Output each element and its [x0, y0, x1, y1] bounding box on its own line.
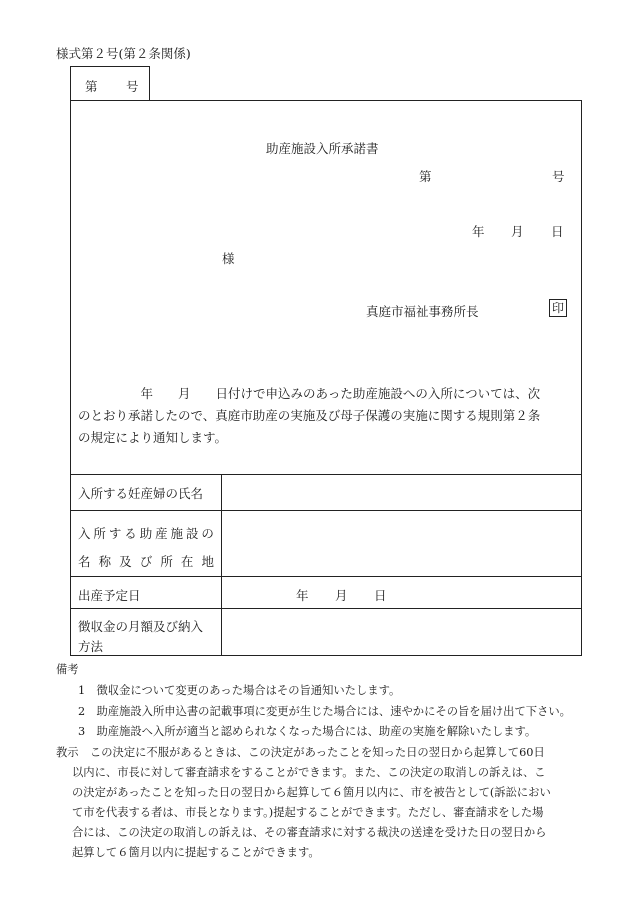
due-date-year: 年 [296, 588, 309, 603]
instruction-line: この決定に不服があるときは、この決定があったことを知った日の翌日から起算して60日 [89, 746, 545, 759]
due-date-day: 日 [374, 588, 387, 603]
row-label-due-date: 出産予定日 [78, 588, 141, 603]
issuer-name: 真庭市福祉事務所長 [366, 304, 479, 319]
recipient-suffix: 様 [222, 251, 235, 266]
table-row-rule [70, 608, 582, 609]
row-label-fee-line1: 徴収金の月額及び納入 [78, 619, 204, 634]
instruction-line: て市を代表する者は、市長となります。)提起することができます。ただし、審査請求をした場 [72, 806, 544, 819]
doc-number-go: 号 [552, 169, 565, 184]
row-label-name: 入所する妊産婦の氏名 [78, 486, 204, 501]
issue-date-year: 年 [472, 224, 485, 239]
instruction-line: 以内に、市長に対して審査請求をすることができます。また、この決定の取消しの訴えは、こ [72, 766, 546, 779]
notice-line: 年 月 日付けで申込みのあった助産施設への入所については、次 [78, 386, 541, 401]
instruction-heading: 教示 [56, 746, 79, 759]
form-number-label: 様式第２号(第２条関係) [56, 46, 191, 61]
remarks-item: 3 助産施設へ入所が適当と認められなくなった場合には、助産の実施を解除いたします。 [78, 725, 537, 738]
remarks-item: 1 徴収金について変更のあった場合はその旨通知いたします。 [78, 684, 401, 697]
notice-line: のとおり承諾したので、真庭市助産の実施及び母子保護の実施に関する規則第２条 [78, 408, 541, 423]
instruction-line: の決定があったことを知った日の翌日から起算して６箇月以内に、市を被告として(訴訟におい [72, 786, 551, 799]
instruction-line: 起算して６箇月以内に提起することができます。 [72, 846, 320, 859]
row-label-facility-line2: 名 称 及 び 所 在 地 [78, 554, 214, 569]
number-box-go: 号 [126, 79, 139, 94]
remarks-item: 2 助産施設入所申込書の記載事項に変更が生じた場合には、速やかにその旨を届け出て下さい。 [78, 705, 571, 718]
row-label-facility-line1: 入 所 す る 助 産 施 設 の [78, 526, 214, 541]
remarks-heading: 備考 [56, 663, 79, 676]
instruction-block [56, 743, 586, 863]
document-number-box [70, 66, 150, 100]
seal-mark: 印 [549, 299, 567, 317]
number-box-dai: 第 [85, 79, 98, 94]
row-label-fee-line2: 方法 [78, 639, 104, 654]
table-row-rule [70, 576, 582, 577]
issue-date-day: 日 [551, 224, 564, 239]
notice-paragraph [78, 383, 574, 449]
instruction-line: 合には、この決定の取消しの訴えは、その審査請求に対する裁決の送達を受けた日の翌日から [72, 826, 547, 839]
table-column-divider [221, 474, 222, 656]
table-row-rule [70, 510, 582, 511]
issue-date-month: 月 [511, 224, 524, 239]
document-title: 助産施設入所承諾書 [266, 141, 379, 156]
table-top-rule [70, 474, 582, 475]
form-frame [70, 100, 582, 656]
notice-line: の規定により通知します。 [78, 430, 228, 445]
doc-number-dai: 第 [419, 169, 432, 184]
due-date-month: 月 [335, 588, 348, 603]
